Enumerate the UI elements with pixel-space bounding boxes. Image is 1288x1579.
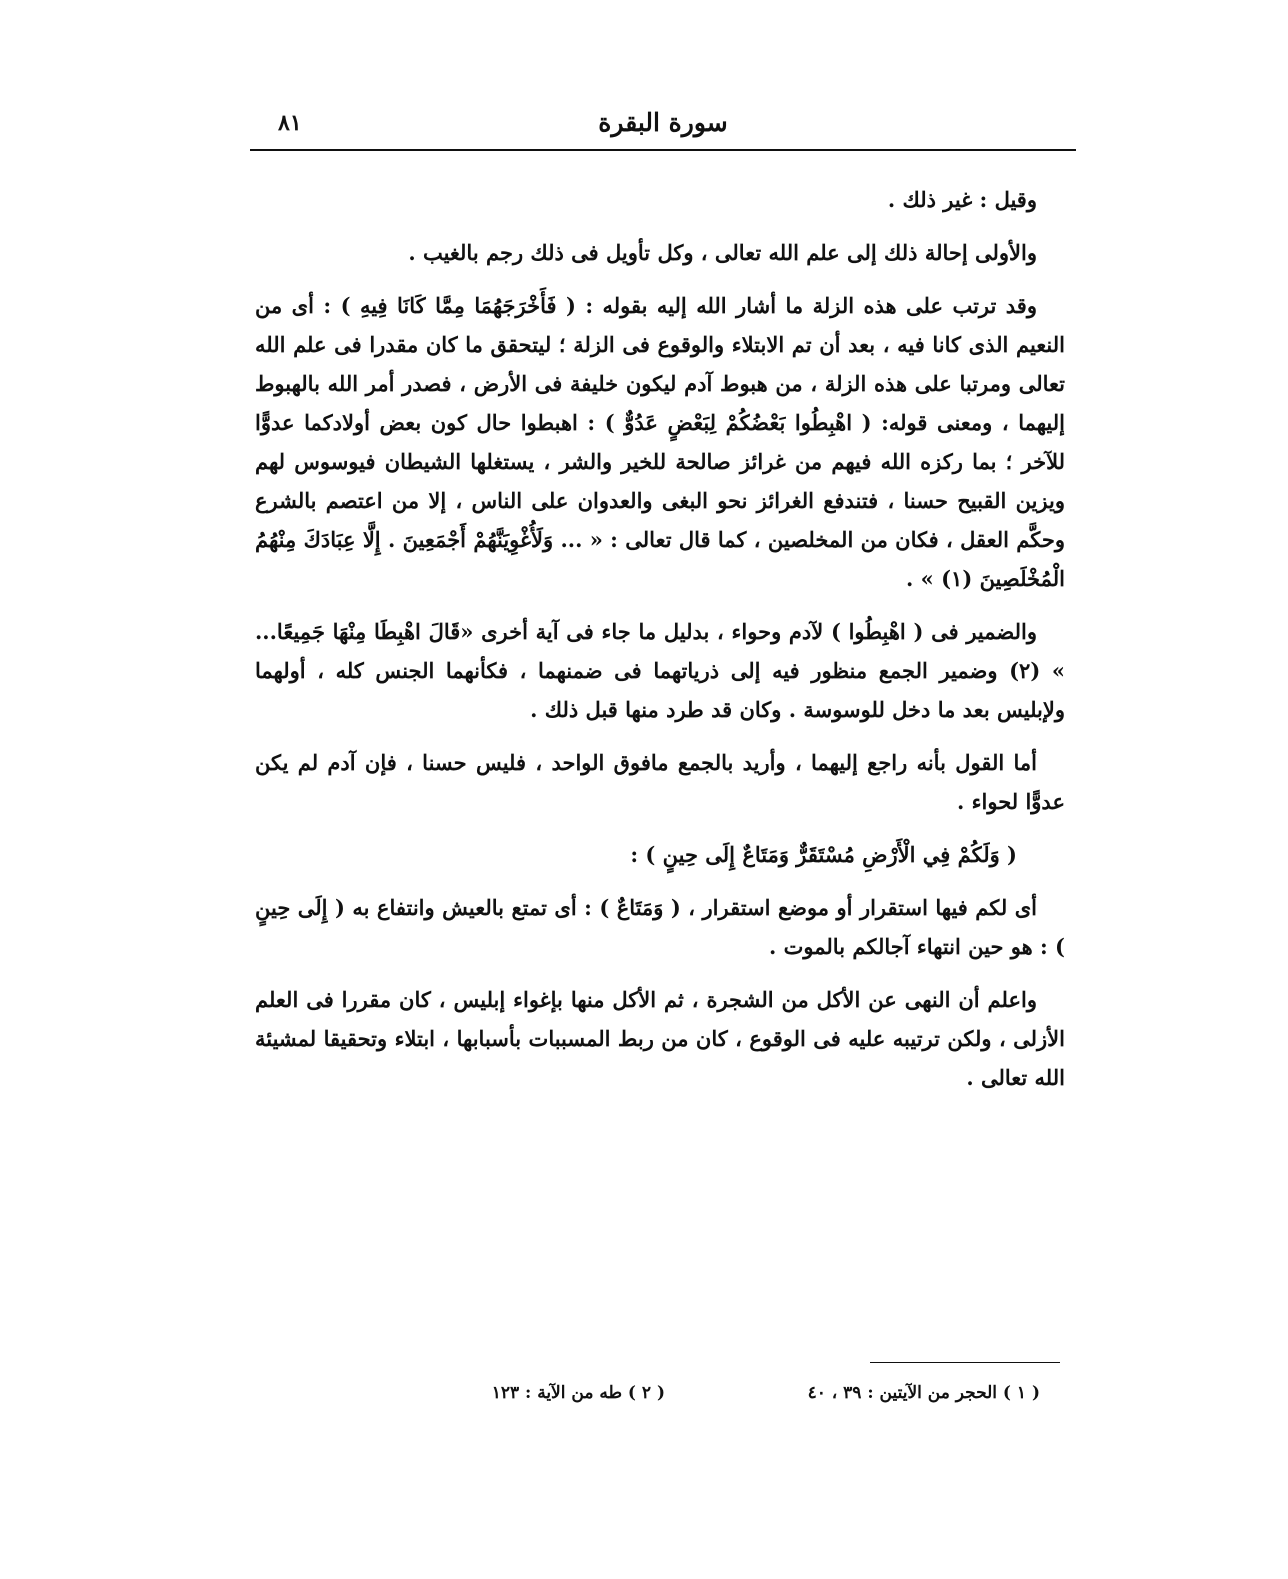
header-divider [250,149,1076,151]
paragraph: والأولى إحالة ذلك إلى علم الله تعالى ، وكل تأويل فى ذلك رجم بالغيب . [408,240,1037,265]
surah-title: سورة البقرة [598,108,728,137]
main-text [255,180,1065,1111]
footnote-2: ( ٢ ) طه من الآية : ١٢٣ [491,1383,665,1403]
footnote-1: ( ١ ) الحجر من الآيتين : ٣٩ ، ٤٠ [807,1383,1040,1403]
paragraph: أما القول بأنه راجع إليهما ، وأريد بالجمع مافوق الواحد ، فليس حسنا ، فإن آدم لم يكن عدوًّا لحواء . [255,750,1065,814]
margin-mark [1180,318,1190,328]
paragraph: واعلم أن النهى عن الأكل من الشجرة ، ثم الأكل منها بإغواء إبليس ، كان مقررا فى العلم الأزلى ، ولكن ترتيبه عليه فى الوقوع ، كان من ربط المسببات بأسبابها ، ابتلاء وتحقيقا لمشيئة الله تعالى . [255,987,1065,1090]
paragraph: أى لكم فيها استقرار أو موضع استقرار ، ( وَمَتَاعٌ ) : أى تمتع بالعيش وانتفاع به ( إِلَى حِينٍ ) : هو حين انتهاء آجالكم بالموت . [255,895,1065,959]
footnotes [380,1383,1040,1413]
margin-mark [1180,530,1190,540]
page-number: ٨١ [278,110,302,136]
paragraph: وقيل : غير ذلك . [887,187,1037,212]
running-header [250,108,1076,148]
footnote-divider [870,1362,1060,1363]
paragraph: وقد ترتب على هذه الزلة ما أشار الله إليه بقوله : ( فَأَخْرَجَهُمَا مِمَّا كَانَا فِيهِ ) : أى من النعيم الذى كانا فيه ، بعد أن تم الابتلاء والوقوع فى الزلة ؛ ليتحقق ما كان مقدرا فى علم الله تعالى ومرتبا على هذه الزلة ، من هبوط آدم ليكون خليفة فى الأرض ، فصدر أمر الله بالهبوط إليهما ، ومعنى قوله: ( اهْبِطُوا بَعْضُكُمْ لِبَعْضٍ عَدُوٌّ ) : اهبطوا حال كون بعض أولادكما عدوًّا للآخر ؛ بما ركزه الله فيهم من غرائز صالحة للخير والشر ، يستغلها الشيطان فيوسوس لهم ويزين القبيح حسنا ، فتندفع الغرائز نحو البغى والعدوان على الناس ، إلا من اعتصم بالشرع وحكَّم العقل ، فكان من المخلصين ، كما قال تعالى : « ... وَلَأُغْوِيَنَّهُمْ أَجْمَعِينَ . إِلَّا عِبَادَكَ مِنْهُمُ الْمُخْلَصِينَ (١) » . [255,293,1065,591]
verse-heading: ( وَلَكُمْ فِي الْأَرْضِ مُسْتَقَرٌّ وَمَتَاعٌ إِلَى حِينٍ ) : [630,842,1017,867]
paragraph: والضمير فى ( اهْبِطُوا ) لآدم وحواء ، بدليل ما جاء فى آية أخرى «قَالَ اهْبِطَا مِنْهَا جَمِيعًا... » (٢) وضمير الجمع منظور فيه إلى ذرياتهما فى ضمنهما ، فكأنهما الجنس كله ، أولهما ولإبليس بعد ما دخل للوسوسة . وكان قد طرد منها قبل ذلك . [255,619,1066,722]
